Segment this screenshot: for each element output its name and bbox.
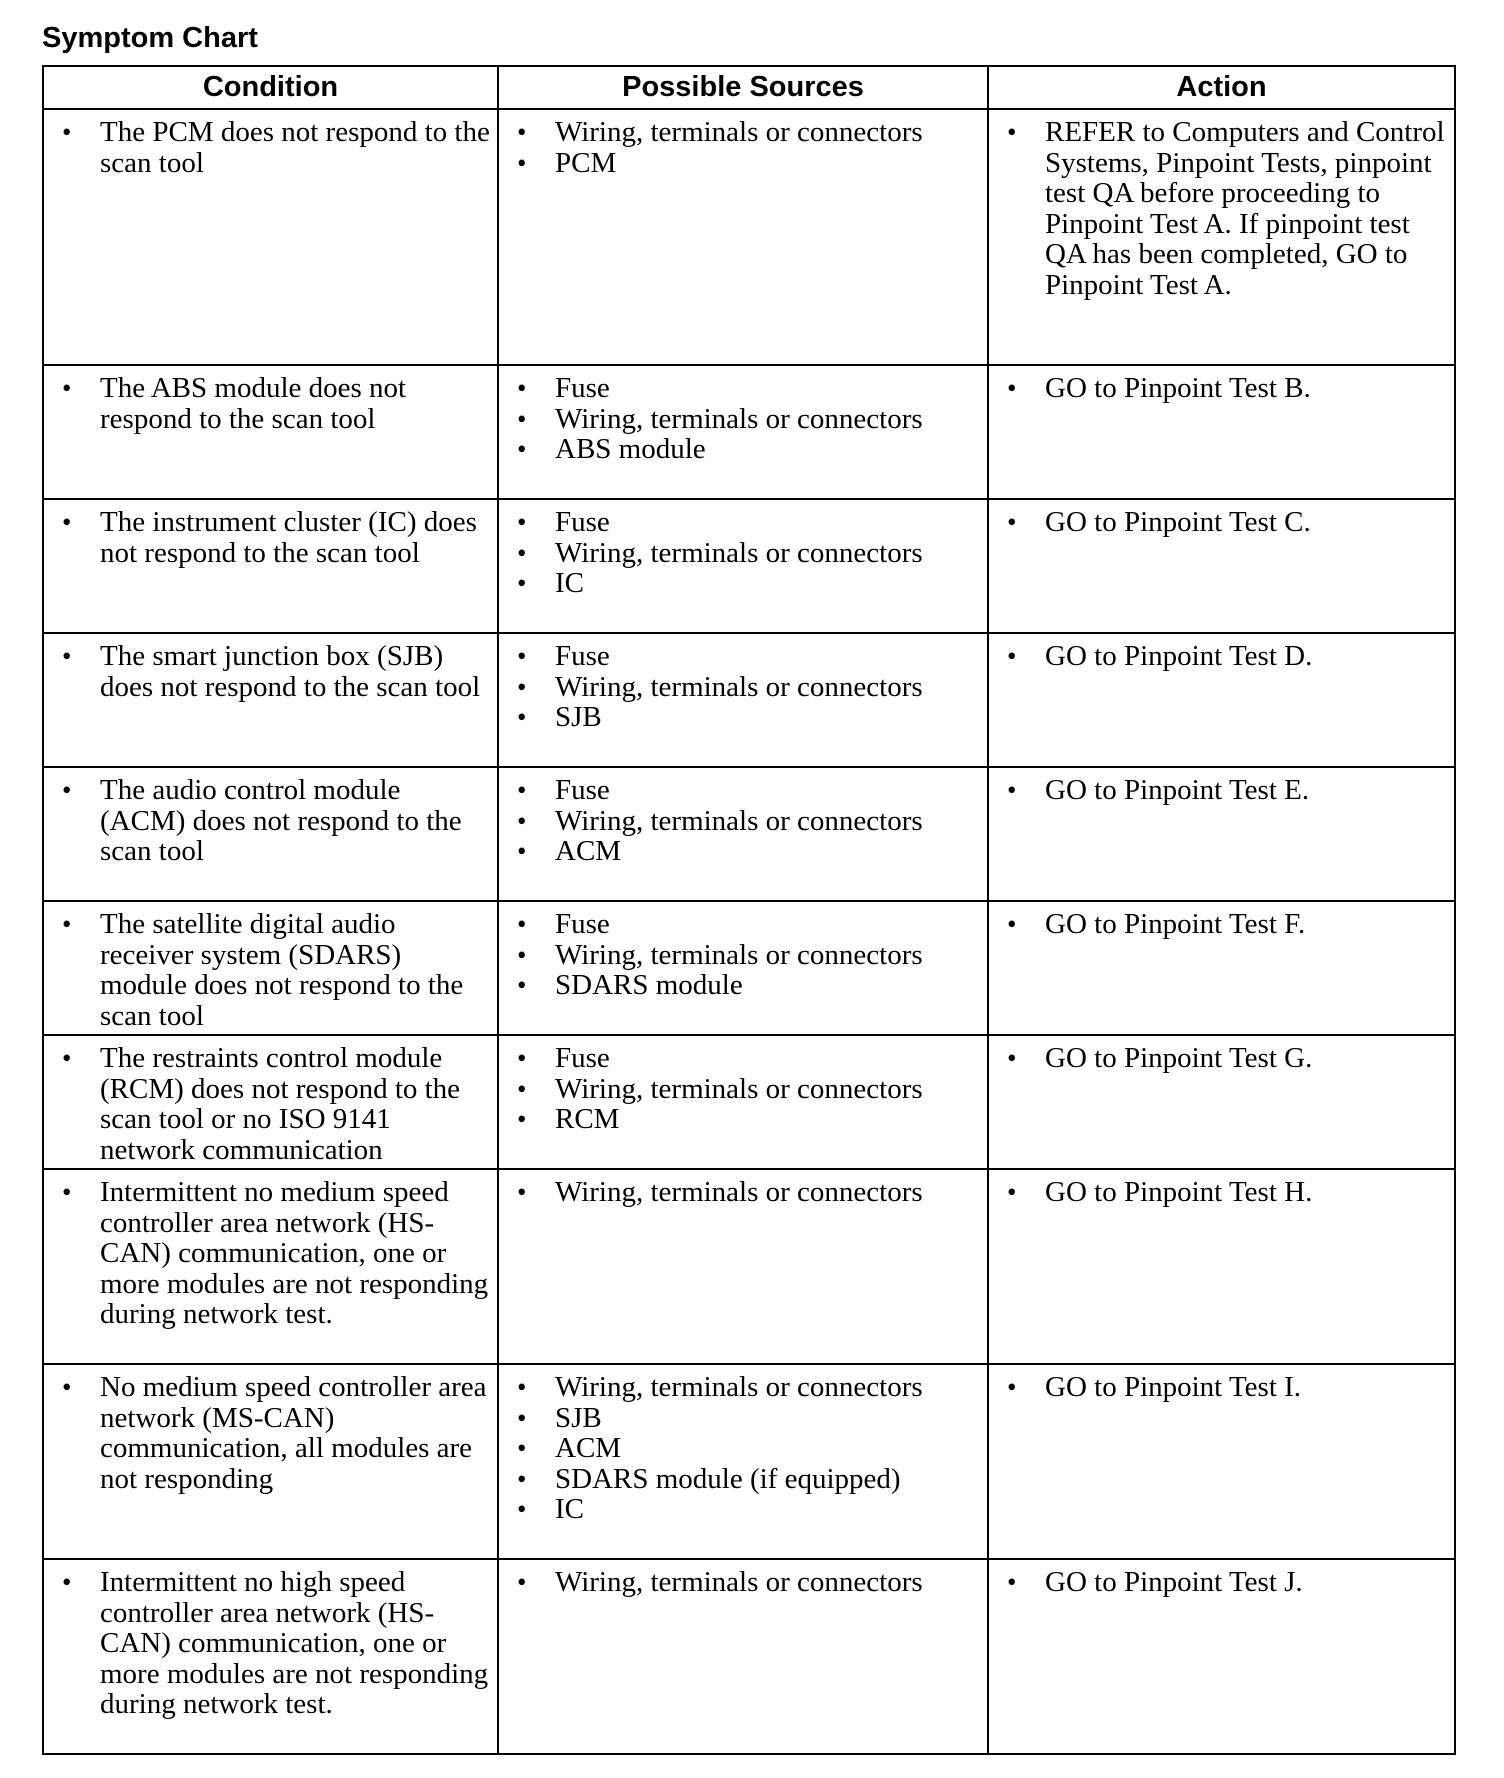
action-cell <box>988 767 1455 901</box>
action-cell <box>988 1035 1455 1169</box>
list-item: • GO to Pinpoint Test B. <box>999 373 1448 404</box>
bullet-list <box>499 634 987 736</box>
possible-sources-cell <box>498 767 988 901</box>
possible-sources-cell <box>498 1364 988 1559</box>
list-item: • GO to Pinpoint Test G. <box>999 1043 1448 1074</box>
list-item: • Fuse <box>509 507 981 538</box>
bullet-list <box>44 1560 497 1723</box>
list-item: • No medium speed controller area network (MS-CAN) communication, all modules are not responding <box>54 1372 491 1494</box>
list-item: • Fuse <box>509 909 981 940</box>
list-item: • The audio control module (ACM) does not respond to the scan tool <box>54 775 491 867</box>
bullet-list <box>499 110 987 181</box>
condition-cell <box>43 1559 498 1754</box>
list-item: • Fuse <box>509 775 981 806</box>
table-row <box>43 901 1455 1035</box>
list-item: • Wiring, terminals or connectors <box>509 806 981 837</box>
list-item: • ACM <box>509 836 981 867</box>
list-item: • The satellite digital audio receiver system (SDARS) module does not respond to the scan tool <box>54 909 491 1031</box>
list-item: • Fuse <box>509 1043 981 1074</box>
condition-cell <box>43 499 498 633</box>
bullet-list <box>989 366 1454 407</box>
table-row <box>43 633 1455 767</box>
bullet-list <box>44 634 497 705</box>
bullet-list <box>989 1036 1454 1077</box>
bullet-list <box>989 1560 1454 1601</box>
condition-cell <box>43 1035 498 1169</box>
possible-sources-cell <box>498 365 988 499</box>
list-item: • The ABS module does not respond to the scan tool <box>54 373 491 434</box>
action-cell <box>988 1364 1455 1559</box>
table-row <box>43 1169 1455 1364</box>
bullet-list <box>44 500 497 571</box>
bullet-list <box>989 634 1454 675</box>
condition-cell <box>43 1364 498 1559</box>
action-cell <box>988 365 1455 499</box>
bullet-list <box>499 1560 987 1601</box>
bullet-list <box>499 1036 987 1138</box>
table-row <box>43 365 1455 499</box>
bullet-list <box>44 1170 497 1333</box>
list-item: • Wiring, terminals or connectors <box>509 117 981 148</box>
chart-title: Symptom Chart <box>42 22 258 54</box>
list-item: • ACM <box>509 1433 981 1464</box>
condition-cell <box>43 767 498 901</box>
bullet-list <box>44 768 497 870</box>
bullet-list <box>989 110 1454 303</box>
list-item: • The smart junction box (SJB) does not respond to the scan tool <box>54 641 491 702</box>
bullet-list <box>499 1170 987 1211</box>
list-item: • IC <box>509 1494 981 1525</box>
bullet-list <box>499 768 987 870</box>
bullet-list <box>989 1365 1454 1406</box>
column-header-action: Action <box>988 66 1455 109</box>
bullet-list <box>989 768 1454 809</box>
list-item: • Wiring, terminals or connectors <box>509 672 981 703</box>
list-item: • GO to Pinpoint Test J. <box>999 1567 1448 1598</box>
table-row <box>43 499 1455 633</box>
list-item: • Wiring, terminals or connectors <box>509 1074 981 1105</box>
list-item: • SDARS module (if equipped) <box>509 1464 981 1495</box>
bullet-list <box>499 500 987 602</box>
column-header-condition: Condition <box>43 66 498 109</box>
symptom-table <box>42 65 1456 1755</box>
list-item: • The restraints control module (RCM) does not respond to the scan tool or no ISO 9141 network communication <box>54 1043 491 1165</box>
possible-sources-cell <box>498 1559 988 1754</box>
table-row <box>43 767 1455 901</box>
bullet-list <box>989 500 1454 541</box>
list-item: • ABS module <box>509 434 981 465</box>
list-item: • GO to Pinpoint Test I. <box>999 1372 1448 1403</box>
list-item: • Intermittent no medium speed controller area network (HS-CAN) communication, one or more modules are not responding during network test. <box>54 1177 491 1330</box>
action-cell <box>988 109 1455 365</box>
list-item: • PCM <box>509 148 981 179</box>
table-row <box>43 1559 1455 1754</box>
bullet-list <box>44 1365 497 1497</box>
bullet-list <box>989 902 1454 943</box>
possible-sources-cell <box>498 901 988 1035</box>
condition-cell <box>43 365 498 499</box>
list-item: • GO to Pinpoint Test C. <box>999 507 1448 538</box>
bullet-list <box>44 110 497 181</box>
list-item: • Wiring, terminals or connectors <box>509 1177 981 1208</box>
list-item: • GO to Pinpoint Test E. <box>999 775 1448 806</box>
list-item: • Wiring, terminals or connectors <box>509 404 981 435</box>
list-item: • Fuse <box>509 641 981 672</box>
bullet-list <box>499 366 987 468</box>
list-item: • SJB <box>509 1403 981 1434</box>
bullet-list <box>44 1036 497 1168</box>
possible-sources-cell <box>498 109 988 365</box>
table-row <box>43 1035 1455 1169</box>
action-cell <box>988 901 1455 1035</box>
list-item: • GO to Pinpoint Test F. <box>999 909 1448 940</box>
list-item: • Wiring, terminals or connectors <box>509 538 981 569</box>
list-item: • Wiring, terminals or connectors <box>509 1372 981 1403</box>
condition-cell <box>43 109 498 365</box>
list-item: • SDARS module <box>509 970 981 1001</box>
table-row <box>43 109 1455 365</box>
list-item: • The instrument cluster (IC) does not respond to the scan tool <box>54 507 491 568</box>
list-item: • Wiring, terminals or connectors <box>509 1567 981 1598</box>
action-cell <box>988 1559 1455 1754</box>
list-item: • IC <box>509 568 981 599</box>
list-item: • GO to Pinpoint Test D. <box>999 641 1448 672</box>
list-item: • Intermittent no high speed controller area network (HS-CAN) communication, one or more modules are not responding during network test. <box>54 1567 491 1720</box>
header-row <box>43 66 1455 109</box>
action-cell <box>988 1169 1455 1364</box>
bullet-list <box>499 1365 987 1528</box>
action-cell <box>988 499 1455 633</box>
possible-sources-cell <box>498 1035 988 1169</box>
list-item: • GO to Pinpoint Test H. <box>999 1177 1448 1208</box>
possible-sources-cell <box>498 499 988 633</box>
bullet-list <box>989 1170 1454 1211</box>
list-item: • The PCM does not respond to the scan tool <box>54 117 491 178</box>
condition-cell <box>43 633 498 767</box>
bullet-list <box>44 902 497 1034</box>
list-item: • Fuse <box>509 373 981 404</box>
column-header-possible-sources: Possible Sources <box>498 66 988 109</box>
list-item: • RCM <box>509 1104 981 1135</box>
action-cell <box>988 633 1455 767</box>
condition-cell <box>43 901 498 1035</box>
condition-cell <box>43 1169 498 1364</box>
possible-sources-cell <box>498 633 988 767</box>
bullet-list <box>44 366 497 437</box>
list-item: • SJB <box>509 702 981 733</box>
list-item: • REFER to Computers and Control Systems, Pinpoint Tests, pinpoint test QA before proceeding to Pinpoint Test A. If pinpoint test QA has been completed, GO to Pinpoint Test A. <box>999 117 1448 300</box>
bullet-list <box>499 902 987 1004</box>
table-row <box>43 1364 1455 1559</box>
list-item: • Wiring, terminals or connectors <box>509 940 981 971</box>
possible-sources-cell <box>498 1169 988 1364</box>
